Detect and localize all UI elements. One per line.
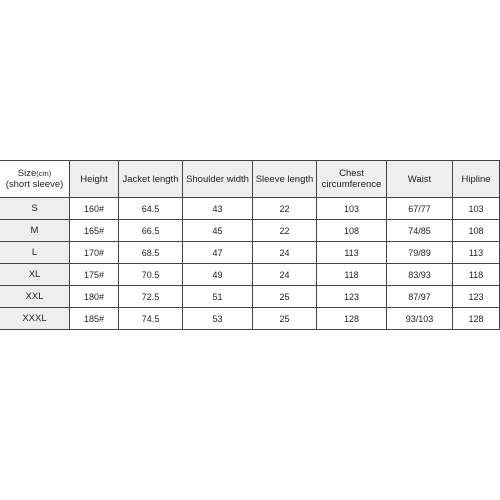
jacket-length-cell: 70.5 xyxy=(119,264,183,286)
table-row xyxy=(0,220,500,242)
hipline-cell: 123 xyxy=(453,286,500,308)
shoulder-width-cell: 47 xyxy=(183,242,253,264)
jacket-length-cell: 66.5 xyxy=(119,220,183,242)
size-chart-table xyxy=(0,160,500,330)
waist-cell: 83/93 xyxy=(387,264,453,286)
chest-circumference-cell: 123 xyxy=(317,286,387,308)
header-shoulder-width xyxy=(183,161,253,198)
shoulder-width-cell: 45 xyxy=(183,220,253,242)
size-cell: XXXL xyxy=(0,308,70,330)
header-waist-label: Waist xyxy=(407,173,432,185)
header-height xyxy=(70,161,119,198)
header-height-label: Height xyxy=(80,173,108,185)
chest-circumference-cell: 128 xyxy=(317,308,387,330)
header-circumference-label: circumference xyxy=(321,179,382,190)
header-size xyxy=(0,161,70,198)
hipline-cell: 103 xyxy=(453,198,500,220)
jacket-length-cell: 74.5 xyxy=(119,308,183,330)
table-row xyxy=(0,198,500,220)
header-hipline-label: Hipline xyxy=(461,173,491,185)
height-cell: 170# xyxy=(70,242,119,264)
header-size-label: Size xyxy=(17,168,37,179)
header-size-sublabel: (short sleeve) xyxy=(5,179,64,190)
shoulder-width-cell: 49 xyxy=(183,264,253,286)
hipline-cell: 128 xyxy=(453,308,500,330)
header-shoulder-width-label: Shoulder width xyxy=(186,173,249,185)
header-jacket-length-label: Jacket length xyxy=(122,173,179,185)
waist-cell: 87/97 xyxy=(387,286,453,308)
header-row xyxy=(0,161,500,198)
size-cell: XXL xyxy=(0,286,70,308)
table-row xyxy=(0,264,500,286)
header-sleeve-length-label: Sleeve length xyxy=(255,173,314,185)
chest-circumference-cell: 103 xyxy=(317,198,387,220)
size-cell: M xyxy=(0,220,70,242)
header-sleeve-length xyxy=(253,161,317,198)
size-chart-container xyxy=(0,160,500,335)
header-size-unit: (cm) xyxy=(36,169,52,178)
chest-circumference-cell: 118 xyxy=(317,264,387,286)
waist-cell: 93/103 xyxy=(387,308,453,330)
table-body xyxy=(0,198,500,330)
header-jacket-length xyxy=(119,161,183,198)
hipline-cell: 113 xyxy=(453,242,500,264)
sleeve-length-cell: 24 xyxy=(253,264,317,286)
hipline-cell: 118 xyxy=(453,264,500,286)
height-cell: 185# xyxy=(70,308,119,330)
sleeve-length-cell: 22 xyxy=(253,198,317,220)
height-cell: 180# xyxy=(70,286,119,308)
jacket-length-cell: 72.5 xyxy=(119,286,183,308)
header-waist xyxy=(387,161,453,198)
height-cell: 165# xyxy=(70,220,119,242)
table-row xyxy=(0,286,500,308)
table-row xyxy=(0,308,500,330)
shoulder-width-cell: 53 xyxy=(183,308,253,330)
size-cell: L xyxy=(0,242,70,264)
hipline-cell: 108 xyxy=(453,220,500,242)
size-cell: XL xyxy=(0,264,70,286)
header-chest-circumference xyxy=(317,161,387,198)
jacket-length-cell: 68.5 xyxy=(119,242,183,264)
shoulder-width-cell: 43 xyxy=(183,198,253,220)
sleeve-length-cell: 25 xyxy=(253,286,317,308)
waist-cell: 74/85 xyxy=(387,220,453,242)
sleeve-length-cell: 24 xyxy=(253,242,317,264)
table-row xyxy=(0,242,500,264)
sleeve-length-cell: 25 xyxy=(253,308,317,330)
header-chest-label: Chest xyxy=(339,168,364,179)
sleeve-length-cell: 22 xyxy=(253,220,317,242)
height-cell: 160# xyxy=(70,198,119,220)
chest-circumference-cell: 108 xyxy=(317,220,387,242)
waist-cell: 79/89 xyxy=(387,242,453,264)
waist-cell: 67/77 xyxy=(387,198,453,220)
height-cell: 175# xyxy=(70,264,119,286)
jacket-length-cell: 64.5 xyxy=(119,198,183,220)
chest-circumference-cell: 113 xyxy=(317,242,387,264)
shoulder-width-cell: 51 xyxy=(183,286,253,308)
size-cell: S xyxy=(0,198,70,220)
header-hipline xyxy=(453,161,500,198)
